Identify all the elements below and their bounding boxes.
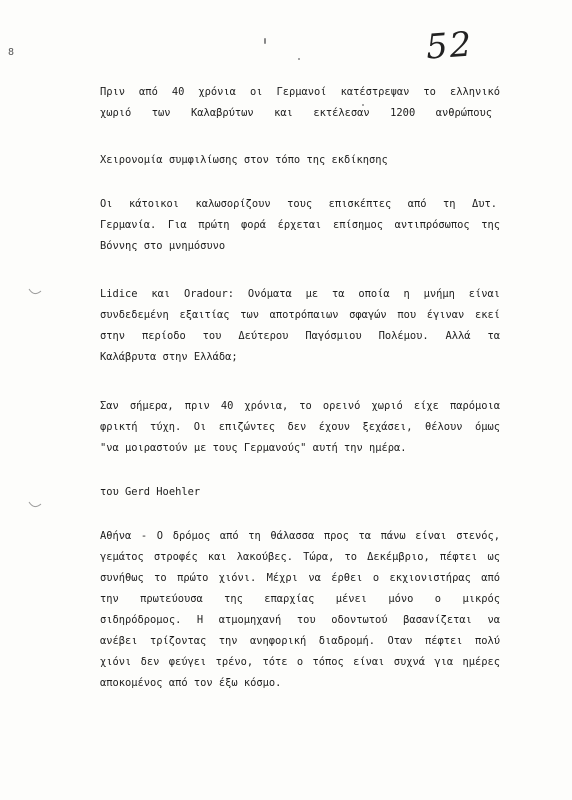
paragraph-2-line-1: Σαν σήμερα, πριν 40 χρόνια, το ορεινό χωριό είχε παρόμοια [100, 400, 500, 412]
body-line-1: Αθήνα - Ο δρόμος από τη θάλασσα προς τα πάνω είναι στενός, [100, 530, 500, 542]
body-paragraph [100, 526, 500, 694]
headline [100, 82, 500, 124]
punch-hole-mark [28, 287, 42, 297]
body-line-4: την πρωτεύουσα της επαρχίας μένει μόνο ο μικρός [100, 593, 500, 605]
subheadline-line: Χειρονομία συμφιλίωσης στον τόπο της εκδίκησης [100, 154, 388, 166]
lead-paragraph [100, 194, 500, 257]
headline-line-1: Πριν από 40 χρόνια οι Γερμανοί κατέστρεψαν το ελληνικό [100, 86, 500, 98]
paragraph-1-line-1: Lidice και Oradour: Ονόματα με τα οποία η μνήμη είναι [100, 288, 500, 300]
paragraph-2 [100, 396, 500, 459]
paragraph-1-line-3: στην περίοδο του Δεύτερου Παγόσμιου Πολέμου. Αλλά τα [100, 330, 500, 342]
page-number: 8 [8, 47, 15, 58]
body-line-2: γεμάτος στροφές και λακούβες. Τώρα, το Δεκέμβριο, πέφτει ως [100, 551, 500, 563]
paper-speck [264, 38, 266, 44]
punch-hole-mark [28, 500, 42, 510]
subheadline [100, 150, 500, 171]
headline-line-2: χωριό των Καλαβρύτων και εκτέλεσαν 1200 ανθρώπους [100, 107, 492, 119]
byline [100, 482, 500, 503]
lead-line-1: Οι κάτοικοι καλωσορίζουν τους επισκέπτες από τη Δυτ. [100, 198, 497, 210]
body-line-6: ανέβει τρίζοντας την ανηφορική διαδρομή. Οταν πέφτει πολύ [100, 635, 500, 647]
paragraph-1-line-2: συνδεδεμένη εξαιτίας των αποτρόπαιων σφαγών που έγιναν εκεί [100, 309, 500, 321]
body-line-7: χιόνι δεν φεύγει τρένο, τότε ο τόπος είναι συχνά για ημέρες [100, 656, 500, 668]
paragraph-2-line-2: φρικτή τύχη. Οι επιζώντες δεν έχουν ξεχάσει, θέλουν όμως [100, 421, 500, 433]
paragraph-2-line-3: "να μοιραστούν με τους Γερμανούς" αυτή την ημέρα. [100, 442, 407, 454]
body-line-5: σιδηρόδρομος. Η ατμομηχανή του οδοντωτού βασανίζεται να [100, 614, 500, 626]
paragraph-1-line-4: Καλάβρυτα στην Ελλάδα; [100, 351, 238, 363]
lead-line-2: Γερμανία. Για πρώτη φορά έρχεται επίσημος αντιπρόσωπος της [100, 219, 500, 231]
body-line-8: αποκομένος από τον έξω κόσμο. [100, 677, 282, 689]
handwritten-page-number: 52 [424, 24, 475, 68]
lead-line-3: Βόννης στο μνημόσυνο [100, 240, 226, 252]
paragraph-1 [100, 284, 500, 368]
body-line-3: συνήθως το πρώτο χιόνι. Μέχρι να έρθει ο εκχιονιστήρας από [100, 572, 500, 584]
paper-speck [298, 58, 300, 60]
byline-text: του Gerd Hoehler [100, 486, 201, 498]
